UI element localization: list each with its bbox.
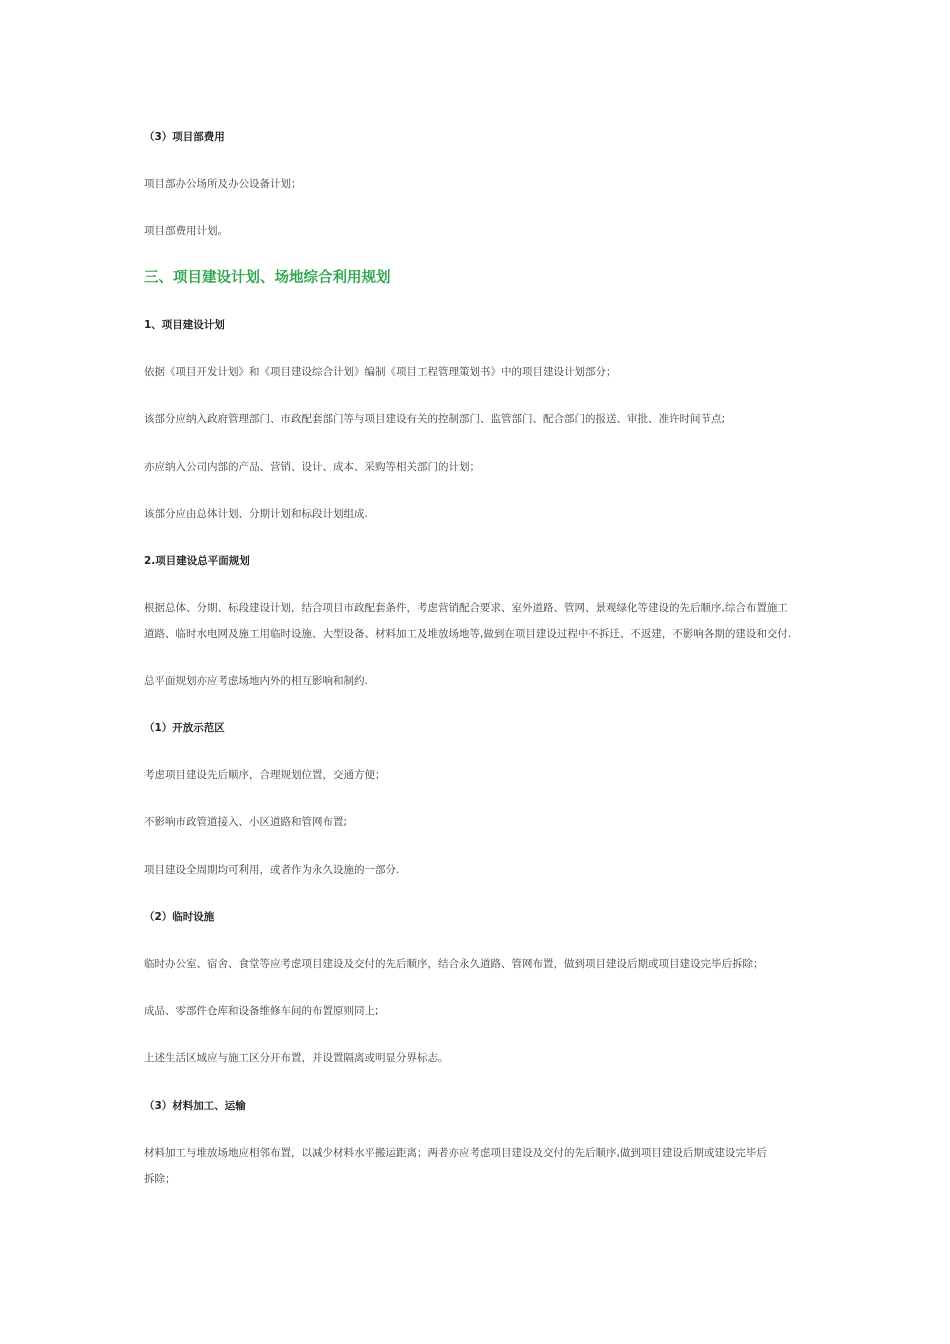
sub2-paragraph-1: 临时办公室、宿舍、食堂等应考虑项目建设及交付的先后顺序，结合永久道路、管网布置，做到项目建设后期或项目建设完毕后拆除； (144, 958, 764, 970)
sub1-title: （1）开放示范区 (144, 722, 225, 734)
sub1-paragraph-1: 考虑项目建设先后顺序，合理规划位置，交通方便； (144, 769, 386, 781)
subsection-2-title: 2.项目建设总平面规划 (144, 555, 250, 567)
sub2-paragraph-2: 成品、零部件仓库和设备维修车间的布置原则同上; (144, 1005, 379, 1017)
s1-paragraph-1: 依据《项目开发计划》和《项目建设综合计划》编制《项目工程管理策划书》中的项目建设计划部分； (144, 366, 617, 378)
section-3-title: 三、项目建设计划、场地综合利用规划 (144, 270, 391, 286)
s1-paragraph-4: 该部分应由总体计划、分期计划和标段计划组成. (144, 508, 368, 520)
sub3-title: （3）材料加工、运输 (144, 1100, 246, 1112)
paragraph-cost-plan: 项目部费用计划。 (144, 225, 228, 237)
subsection-1-title: 1、项目建设计划 (144, 319, 225, 331)
sub1-paragraph-3: 项目建设全周期均可利用，或者作为永久设施的一部分. (144, 864, 400, 876)
sub2-title: （2）临时设施 (144, 911, 215, 923)
project-cost-heading: （3）项目部费用 (144, 131, 225, 143)
s1-paragraph-2: 该部分应纳入政府管理部门、市政配套部门等与项目建设有关的控制部门、监管部门、配合部门的报送、审批、准许时间节点; (144, 413, 726, 425)
paragraph-office-plan: 项目部办公场所及办公设备计划； (144, 178, 302, 190)
s2-paragraph-1-line-1: 根据总体、分期、标段建设计划，结合项目市政配套条件，考虑营销配合要求、室外道路、管网、景观绿化等建设的先后顺序,综合布置施工 (144, 602, 788, 614)
sub3-paragraph-1-line-2: 拆除； (144, 1173, 176, 1185)
sub3-paragraph-1-line-1: 材料加工与堆放场地应相邻布置，以减少材料水平搬运距离；两者亦应考虑项目建设及交付的先后顺序,做到项目建设后期或建设完毕后 (144, 1147, 767, 1159)
sub2-paragraph-3: 上述生活区域应与施工区分开布置，并设置隔离或明显分界标志。 (144, 1052, 449, 1064)
s2-paragraph-2: 总平面规划亦应考虑场地内外的相互影响和制约. (144, 675, 368, 687)
sub1-paragraph-2: 不影响市政管道接入、小区道路和管网布置; (144, 816, 348, 828)
s1-paragraph-3: 亦应纳入公司内部的产品、营销、设计、成本、采购等相关部门的计划； (144, 461, 480, 473)
s2-paragraph-1-line-2: 道路、临时水电网及施工用临时设施、大型设备、材料加工及堆放场地等,做到在项目建设过程中不拆迁、不返建，不影响各期的建设和交付. (144, 628, 792, 640)
